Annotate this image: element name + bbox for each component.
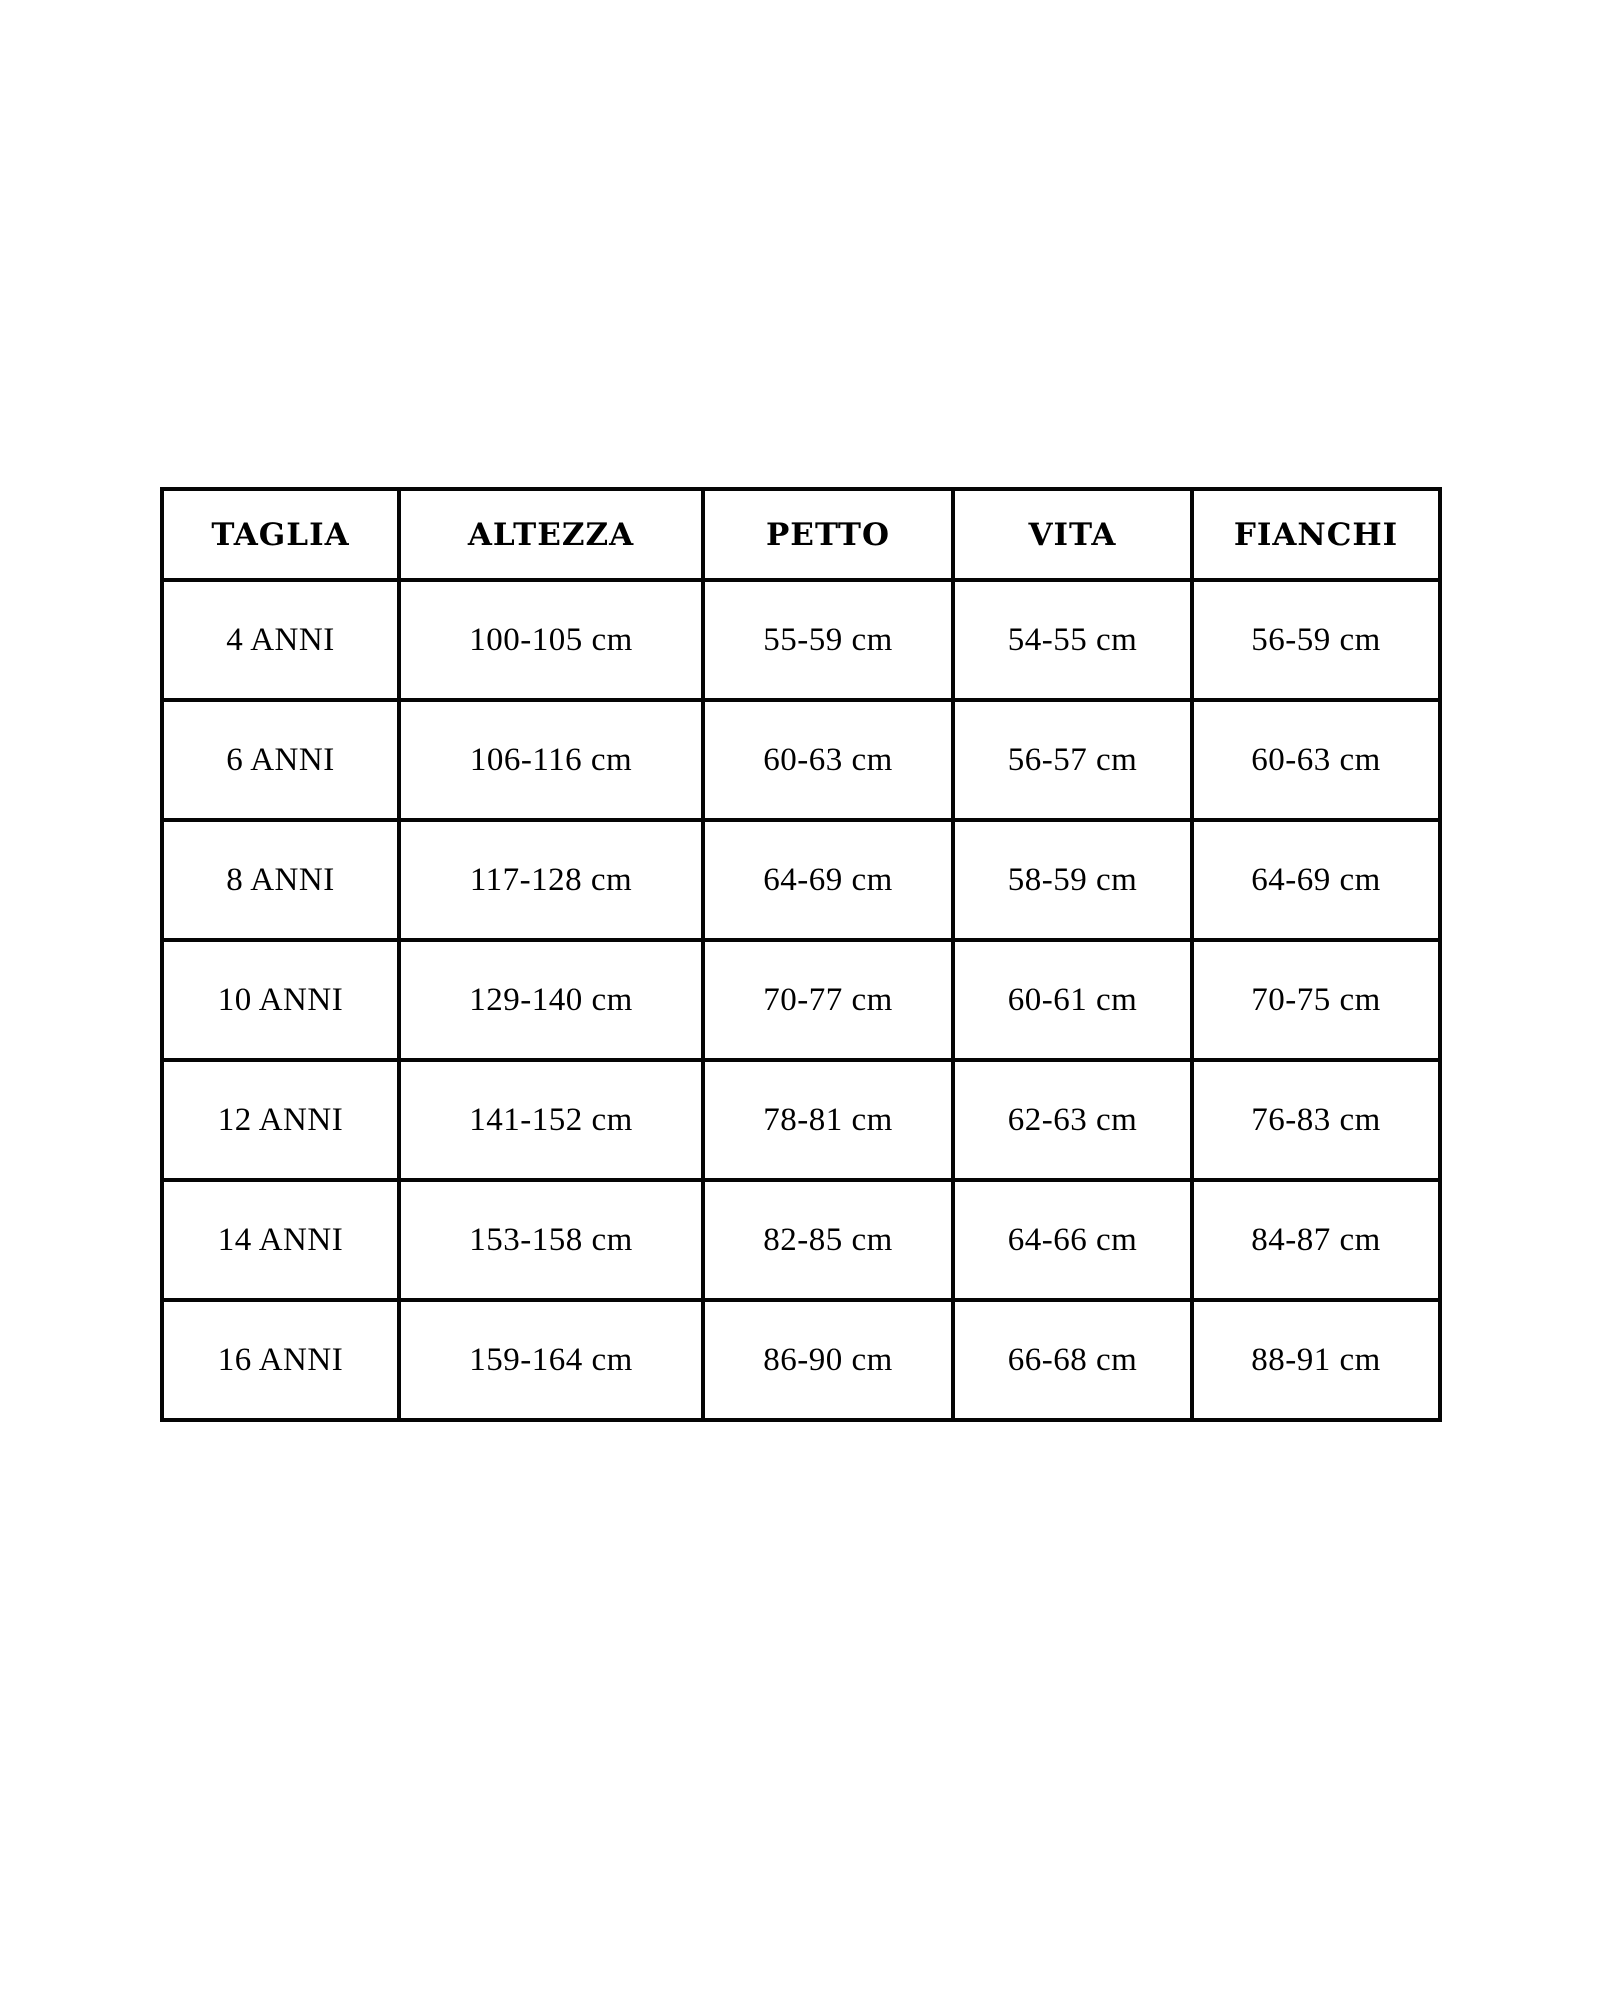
cell-petto: 64-69 cm: [703, 820, 953, 940]
cell-altezza: 129-140 cm: [399, 940, 703, 1060]
header-row: [162, 489, 1440, 580]
cell-vita: 62-63 cm: [953, 1060, 1192, 1180]
table-row: [162, 820, 1440, 940]
cell-fianchi: 56-59 cm: [1192, 580, 1440, 700]
cell-altezza: 159-164 cm: [399, 1300, 703, 1420]
cell-altezza: 141-152 cm: [399, 1060, 703, 1180]
cell-size: 14 ANNI: [162, 1180, 399, 1300]
cell-altezza: 106-116 cm: [399, 700, 703, 820]
header-cell-petto: PETTO: [703, 489, 953, 580]
cell-altezza: 100-105 cm: [399, 580, 703, 700]
cell-vita: 54-55 cm: [953, 580, 1192, 700]
cell-fianchi: 84-87 cm: [1192, 1180, 1440, 1300]
table-row: [162, 580, 1440, 700]
header-cell-altezza: ALTEZZA: [399, 489, 703, 580]
cell-size: 8 ANNI: [162, 820, 399, 940]
cell-petto: 60-63 cm: [703, 700, 953, 820]
cell-petto: 82-85 cm: [703, 1180, 953, 1300]
cell-size: 12 ANNI: [162, 1060, 399, 1180]
cell-fianchi: 88-91 cm: [1192, 1300, 1440, 1420]
cell-vita: 56-57 cm: [953, 700, 1192, 820]
table-row: [162, 1180, 1440, 1300]
cell-vita: 58-59 cm: [953, 820, 1192, 940]
table-row: [162, 1300, 1440, 1420]
cell-size: 16 ANNI: [162, 1300, 399, 1420]
cell-fianchi: 76-83 cm: [1192, 1060, 1440, 1180]
cell-altezza: 153-158 cm: [399, 1180, 703, 1300]
cell-vita: 64-66 cm: [953, 1180, 1192, 1300]
cell-vita: 66-68 cm: [953, 1300, 1192, 1420]
cell-fianchi: 70-75 cm: [1192, 940, 1440, 1060]
cell-petto: 78-81 cm: [703, 1060, 953, 1180]
header-cell-taglia: TAGLIA: [162, 489, 399, 580]
header-cell-fianchi: FIANCHI: [1192, 489, 1440, 580]
cell-size: 4 ANNI: [162, 580, 399, 700]
size-chart-table: [160, 487, 1442, 1422]
cell-vita: 60-61 cm: [953, 940, 1192, 1060]
cell-fianchi: 64-69 cm: [1192, 820, 1440, 940]
table-row: [162, 1060, 1440, 1180]
cell-size: 6 ANNI: [162, 700, 399, 820]
table-row: [162, 700, 1440, 820]
cell-petto: 70-77 cm: [703, 940, 953, 1060]
cell-petto: 86-90 cm: [703, 1300, 953, 1420]
cell-size: 10 ANNI: [162, 940, 399, 1060]
cell-fianchi: 60-63 cm: [1192, 700, 1440, 820]
cell-altezza: 117-128 cm: [399, 820, 703, 940]
header-cell-vita: VITA: [953, 489, 1192, 580]
size-chart-table-container: [160, 487, 1442, 1422]
table-row: [162, 940, 1440, 1060]
cell-petto: 55-59 cm: [703, 580, 953, 700]
